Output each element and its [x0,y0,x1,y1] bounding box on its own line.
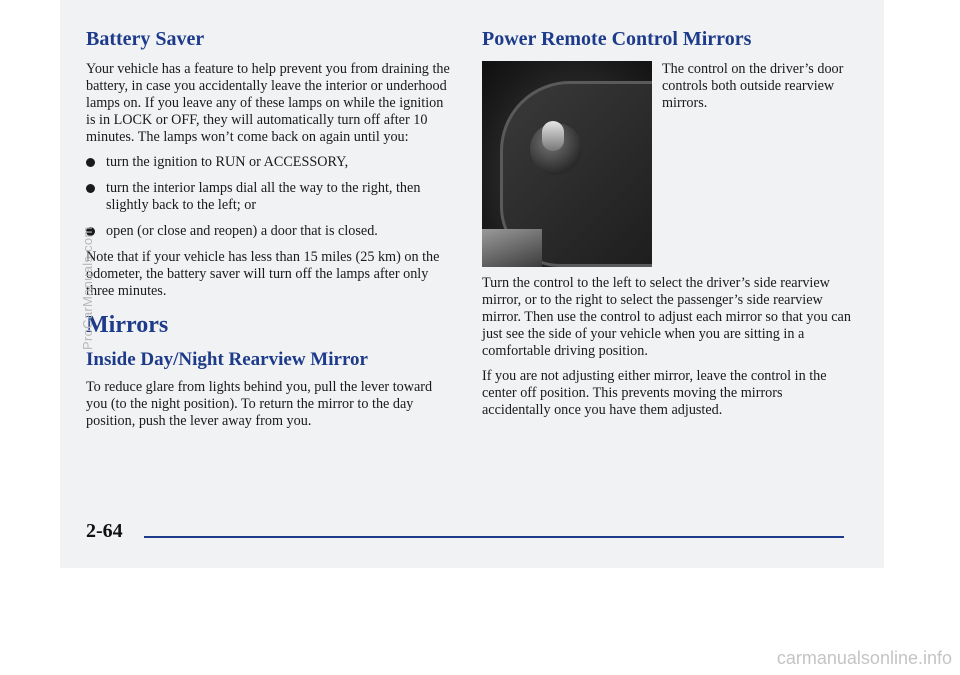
footer-rule [144,536,844,538]
bullet-icon [86,158,95,167]
battery-saver-heading: Battery Saver [86,28,205,50]
power-mirrors-heading: Power Remote Control Mirrors [482,28,752,50]
battery-saver-list [86,154,456,240]
battery-saver-paragraph: Your vehicle has a feature to help prevent you from draining the battery, in case you accidentally leave the interior or underhood lamps on. If you leave any of these lamps on while the ignition is in LOCK or OFF, they will automatically turn off after 10 minutes. The lamps won’t come back on again until you: [86,61,450,145]
right-column [482,28,854,427]
center-off-paragraph: If you are not adjusting either mirror, leave the control in the center off position. This prevents moving the mirrors accidentally once you have them adjusted. [482,368,827,418]
vertical-watermark: ProCarManuals.com [80,226,95,350]
page-number: 2-64 [86,520,123,542]
mirrors-heading: Mirrors [86,312,169,338]
odometer-note-paragraph: Note that if your vehicle has less than 15 miles (25 km) on the odometer, the battery saver will turn off the lamps after only three minutes. [86,249,440,299]
left-column [86,28,456,438]
page-footer [86,520,846,550]
site-watermark: carmanualsonline.info [776,648,952,668]
photo-caption: The control on the driver’s door controls both outside rearview mirrors. [662,61,844,111]
mirror-control-photo [482,61,652,267]
list-item: open (or close and reopen) a door that is closed. [86,223,456,240]
photo-row [482,61,854,275]
inside-mirror-paragraph: To reduce glare from lights behind you, pull the lever toward you (to the night position). To return the mirror to the day position, push the lever away from you. [86,379,433,429]
turn-control-paragraph: Turn the control to the left to select the driver’s side rearview mirror, or to the right to select the passenger’s side rearview mirror. Then use the control to adjust each mirror so that you can just see the side of your vehicle when you are sitting in a comfortable driving position. [482,275,851,359]
list-item: turn the ignition to RUN or ACCESSORY, [86,154,456,171]
inside-mirror-heading: Inside Day/Night Rearview Mirror [86,349,368,370]
list-item: turn the interior lamps dial all the way to the right, then slightly back to the left; or [86,180,456,214]
mirror-control-knob-icon [542,121,564,151]
